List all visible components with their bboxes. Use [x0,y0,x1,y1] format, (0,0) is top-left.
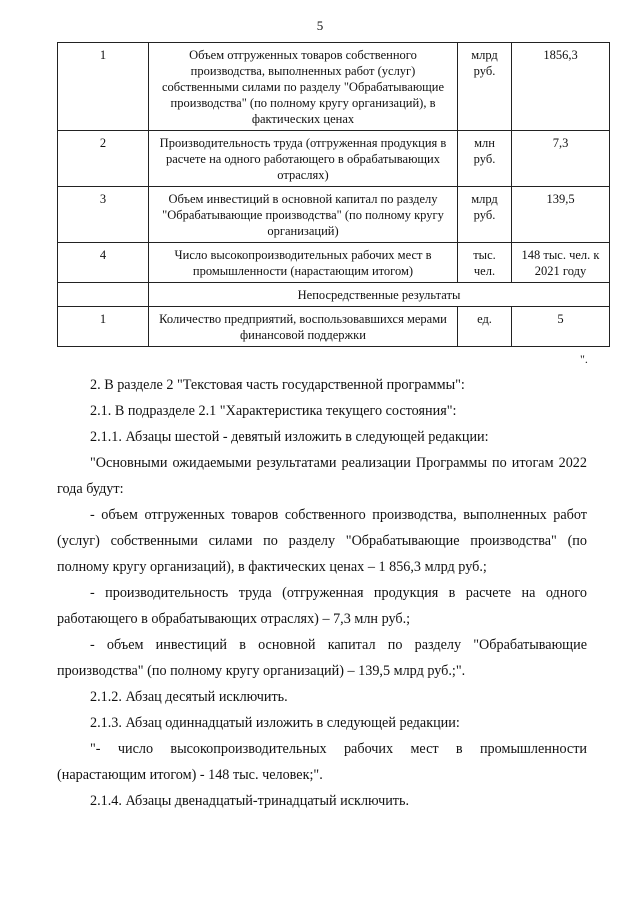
value: 7,3 [512,131,610,187]
value: 139,5 [512,187,610,243]
row-number: 1 [58,43,149,131]
table-row [58,187,610,243]
paragraph: - производительность труда (отгруженная продукция в расчете на одного работающего в обрабатывающих отраслях) – 7,3 млн руб.; [57,585,587,627]
indicator-name: Объем отгруженных товаров собственного производства, выполненных работ (услуг) собственными силами по разделу "Обрабатывающие производства" (по полному кругу организаций), в фактических ценах [149,43,458,131]
unit: млрд руб. [458,43,512,131]
section-title: Непосредственные результаты [149,283,610,307]
paragraph: 2.1.3. Абзац одиннадцатый изложить в следующей редакции: [90,715,460,731]
paragraph: 2. В разделе 2 "Текстовая часть государственной программы": [90,377,465,393]
indicator-name: Производительность труда (отгруженная продукция в расчете на одного работающего в обрабатывающих отраслях) [149,131,458,187]
row-number: 1 [58,307,149,347]
unit: ед. [458,307,512,347]
value: 5 [512,307,610,347]
paragraph: - объем отгруженных товаров собственного производства, выполненных работ (услуг) собственными силами по разделу "Обрабатывающие производства" (по полному кругу организаций), в фактических ценах – 1 856,3 млрд руб.; [57,507,587,575]
paragraph: 2.1. В подразделе 2.1 "Характеристика текущего состояния": [90,403,457,419]
paragraph: "- число высокопроизводительных рабочих мест в промышленности (нарастающим итогом) - 148 тыс. человек;". [57,741,587,783]
table-row [58,43,610,131]
closing-quote: ". [580,352,588,366]
paragraph: - объем инвестиций в основной капитал по разделу "Обрабатывающие производства" (по полному кругу организаций) – 139,5 млрд руб.;". [57,637,587,679]
unit: млн руб. [458,131,512,187]
indicator-name: Объем инвестиций в основной капитал по разделу "Обрабатывающие производства" (по полному кругу организаций) [149,187,458,243]
section-row [58,283,610,307]
row-number: 4 [58,243,149,283]
table-row [58,131,610,187]
unit: млрд руб. [458,187,512,243]
paragraph: "Основными ожидаемыми результатами реализации Программы по итогам 2022 года будут: [57,455,587,497]
page-number: 5 [316,18,324,33]
indicator-name: Количество предприятий, воспользовавшихся мерами финансовой поддержки [149,307,458,347]
table-row [58,243,610,283]
section-empty-cell [58,283,149,307]
paragraph: 2.1.4. Абзацы двенадцатый-тринадцатый исключить. [90,793,410,809]
row-number: 3 [58,187,149,243]
indicator-name: Число высокопроизводительных рабочих мест в промышленности (нарастающим итогом) [149,243,458,283]
paragraph: 2.1.1. Абзацы шестой - девятый изложить в следующей редакции: [90,429,489,445]
document-body [57,372,587,814]
table-row [58,307,610,347]
value: 1856,3 [512,43,610,131]
value: 148 тыс. чел. к 2021 году [512,243,610,283]
indicators-table [57,42,610,347]
unit: тыс. чел. [458,243,512,283]
paragraph: 2.1.2. Абзац десятый исключить. [90,689,288,705]
row-number: 2 [58,131,149,187]
